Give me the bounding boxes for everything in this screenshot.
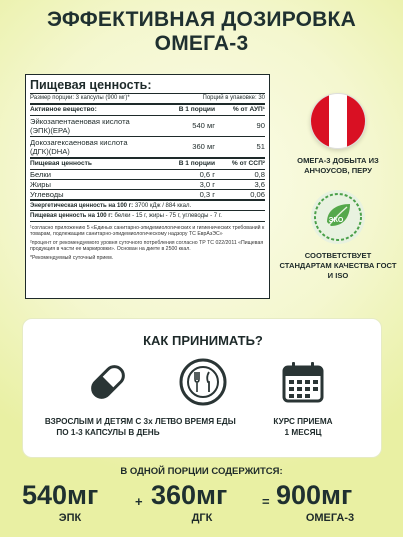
- nutrition-row-pct: 0,8: [254, 170, 265, 179]
- nutrition-row-name: Жиры: [30, 180, 51, 189]
- quality-badge: [278, 190, 398, 281]
- nutrition-row: [30, 179, 265, 189]
- energy-value: 3700 кДж / 884 ккал.: [134, 203, 192, 209]
- page-title-line2: ОМЕГА-3: [154, 32, 249, 55]
- active-row-name: Докозагексаеновая кислота (ДГК)(DHA): [30, 138, 128, 156]
- eco-badge-text: ЭКО: [328, 217, 344, 224]
- plate-icon: [173, 357, 233, 407]
- active-header-amount: В 1 порции: [178, 106, 215, 113]
- energy-value-row: [30, 199, 265, 210]
- nutrition-row-amount: 0,3 г: [199, 190, 215, 199]
- per100-label: Пищевая ценность на 100 г:: [30, 213, 113, 219]
- dha-value: 360мг: [151, 480, 228, 510]
- quality-caption: СООТВЕТСТВУЕТ СТАНДАРТАМ КАЧЕСТВА ГОСТ И ISO: [279, 251, 397, 280]
- peru-flag-icon: [310, 93, 366, 149]
- nutrition-row: [30, 169, 265, 179]
- nutrition-row-name: Углеводы: [30, 190, 64, 199]
- nutrition-row: [30, 189, 265, 199]
- active-header-row: [30, 104, 265, 115]
- epa-value: 540мг: [22, 480, 99, 510]
- nutrition-row-amount: 3,0 г: [199, 180, 215, 189]
- active-row-amount: 360 мг: [192, 142, 215, 151]
- page-title-line1: ЭФФЕКТИВНАЯ ДОЗИРОВКА: [47, 8, 356, 31]
- footnote: ¹согласно приложению 5 «Единых санитарно-эпидемиологических и гигиенических требований к товарам, подлежащим санитарно-эпидемиологическому надзору ТС ЕврАзЭС»: [30, 225, 265, 238]
- active-row-amount: 540 мг: [192, 121, 215, 130]
- active-row: [30, 115, 265, 136]
- label-footnotes: [30, 225, 265, 261]
- summary-subtitle: В ОДНОЙ ПОРЦИИ СОДЕРЖИТСЯ:: [120, 466, 283, 477]
- nutrition-label: [25, 74, 270, 299]
- per100-row: [30, 210, 265, 220]
- servings-per-pack: Порций в упаковке: 30: [202, 95, 265, 101]
- plus-sign: +: [135, 494, 143, 509]
- nutrition-row-pct: 3,6: [254, 180, 265, 189]
- serving-info: [30, 94, 265, 104]
- equals-sign: =: [262, 494, 270, 509]
- total-value: 900мг: [276, 480, 353, 510]
- eco-leaf-icon: [311, 190, 365, 244]
- total-label: ОМЕГА-3: [305, 512, 355, 524]
- energy-label: Энергетическая ценность на 100 г:: [30, 203, 134, 209]
- nutrition-row-name: Белки: [30, 170, 51, 179]
- nutrition-header-amount: В 1 порции: [178, 160, 215, 167]
- how-to-title: КАК ПРИНИМАТЬ?: [143, 333, 263, 348]
- nutrition-row-amount: 0,6 г: [199, 170, 215, 179]
- footnote: *Рекомендуемый суточный прием.: [30, 254, 114, 261]
- nutrition-header-row: [30, 157, 265, 169]
- active-row-pct: 90: [256, 121, 265, 130]
- dha-label: ДГК: [191, 512, 213, 524]
- nutrition-row-pct: 0,06: [250, 190, 265, 199]
- how-to-card: [22, 318, 382, 458]
- serving-size: Размер порции: 3 капсулы (900 мг)*: [30, 95, 130, 101]
- how-to-caption-course: КУРС ПРИЕМА 1 МЕСЯЦ: [273, 417, 333, 437]
- calendar-icon: [273, 357, 333, 407]
- epa-label: ЭПК: [58, 512, 82, 524]
- active-header-pct: % от АУП¹: [232, 106, 265, 113]
- active-header-name: Активное вещество:: [30, 106, 97, 113]
- capsule-icon: [78, 357, 138, 407]
- active-row-pct: 51: [256, 142, 265, 151]
- per100-value: белки - 15 г, жиры - 75 г, углеводы - 7 г.: [114, 213, 222, 219]
- nutrition-header-name: Пищевая ценность: [30, 160, 92, 167]
- origin-caption: ОМЕГА-3 ДОБЫТА ИЗ АНЧОУСОВ, ПЕРУ: [297, 156, 379, 175]
- active-row-name: Эйкозапентаеновая кислота (ЭПК)(EPA): [30, 117, 130, 135]
- origin-badge: [278, 93, 398, 176]
- active-row: [30, 136, 265, 157]
- page-title: [0, 8, 403, 56]
- how-to-caption-dose: ВЗРОСЛЫМ И ДЕТЯМ С 3х ЛЕТ ПО 1-3 КАПСУЛЫ В ДЕНЬ: [44, 417, 172, 437]
- nutrition-label-title: Пищевая ценность:: [30, 78, 265, 94]
- how-to-caption-meal: ВО ВРЕМЯ ЕДЫ: [170, 417, 236, 426]
- footnote: ²процент от рекомендуемого уровня суточного потребления согласно ТР ТС 022/2011 «Пищевая продукция в части ее маркировки». Основан на диете в 2500 ккал.: [30, 239, 264, 253]
- nutrition-header-pct: % от ССП²: [231, 160, 265, 167]
